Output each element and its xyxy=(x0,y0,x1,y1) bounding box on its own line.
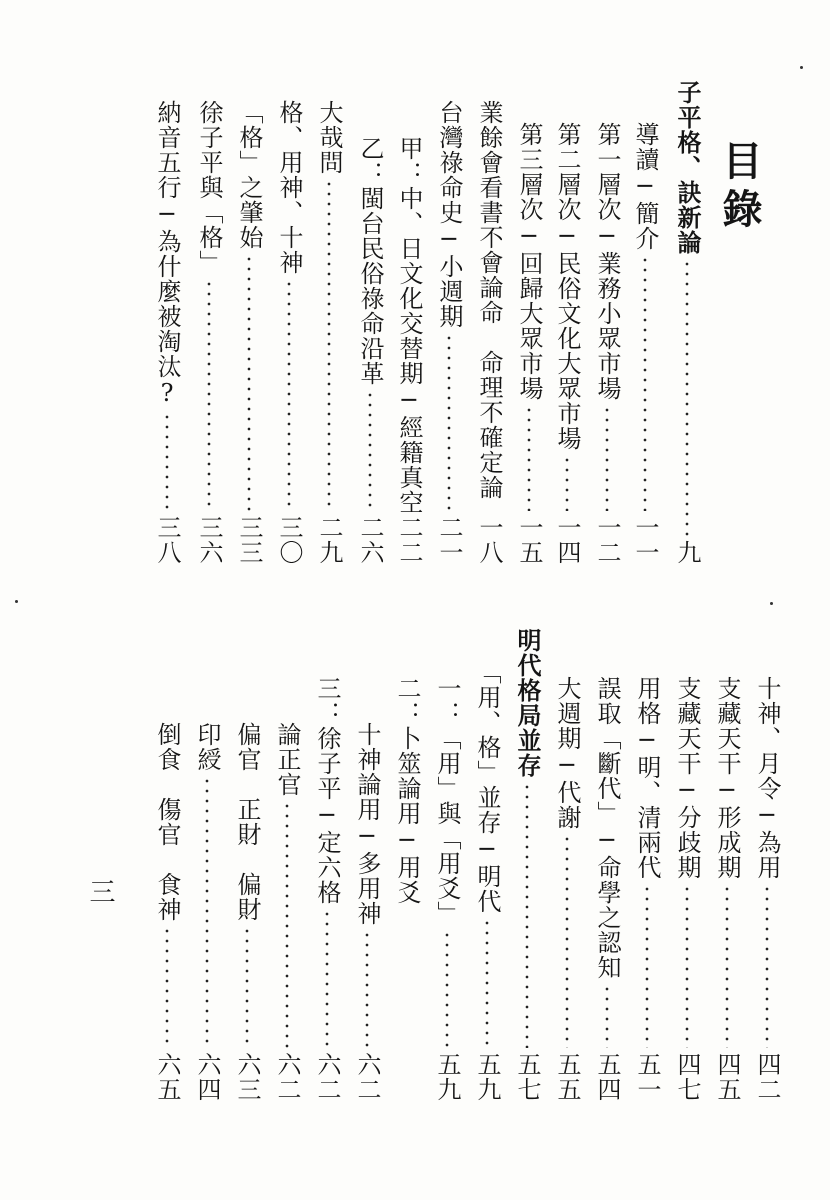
toc-entry[interactable] xyxy=(752,676,782,1102)
entry-page: 四五 xyxy=(713,1052,741,1102)
leader-dots xyxy=(327,179,331,511)
leader-dots xyxy=(207,279,211,511)
leader-dots xyxy=(565,455,569,511)
entry-page: 六四 xyxy=(193,1052,221,1102)
toc-entry[interactable] xyxy=(432,676,462,1102)
leader-dots xyxy=(527,405,531,511)
entry-title: 十神、月令─為用 xyxy=(753,676,781,880)
entry-page: 五四 xyxy=(593,1052,621,1102)
leader-dots xyxy=(447,333,451,511)
leader-dots xyxy=(287,279,291,511)
entry-page: 三〇 xyxy=(275,515,303,565)
toc-entry[interactable] xyxy=(274,100,304,565)
leader-dots xyxy=(685,884,689,1048)
entry-title: 支藏天干─分歧期 xyxy=(673,676,701,880)
entry-page: 一五 xyxy=(515,515,543,565)
scan-speck xyxy=(770,602,773,605)
leader-dots xyxy=(325,909,329,1048)
toc-entry[interactable] xyxy=(152,100,182,565)
entry-page: 六二 xyxy=(353,1052,381,1102)
entry-title: 十神論用─多用神 xyxy=(353,722,381,926)
toc-entry[interactable] xyxy=(192,722,222,1102)
toc-heading: 目錄 xyxy=(716,140,763,236)
entry-page: 二二 xyxy=(395,515,423,565)
entry-title: 用格─明、清兩代 xyxy=(633,676,661,880)
entry-title: 偏官 正財 偏財 xyxy=(233,722,261,922)
toc-entry[interactable] xyxy=(552,676,582,1102)
leader-dots xyxy=(165,926,169,1048)
entry-title: 甲：中、日文化交替期─經籍真空 xyxy=(395,136,423,515)
toc-entry[interactable] xyxy=(352,722,382,1102)
leader-dots xyxy=(205,776,209,1048)
entry-title: 三：徐子平─定六格 xyxy=(313,676,341,905)
scan-speck xyxy=(15,600,18,603)
entry-page: 一四 xyxy=(553,515,581,565)
entry-title: 大週期─代謝 xyxy=(553,676,581,830)
entry-title: 印綬 xyxy=(193,722,221,772)
entry-page: 五一 xyxy=(633,1052,661,1102)
toc-entry[interactable] xyxy=(512,628,542,1102)
entry-title: 倒食 傷官 食神 xyxy=(153,722,181,922)
entry-title: 台灣祿命史─小週期 xyxy=(435,100,463,329)
leader-dots xyxy=(445,930,449,1048)
leader-dots xyxy=(485,918,489,1048)
entry-title: 大哉問 xyxy=(315,100,343,175)
toc-entry[interactable] xyxy=(712,676,742,1102)
entry-page: 九 xyxy=(673,540,701,565)
toc-entry[interactable] xyxy=(152,722,182,1102)
toc-entry[interactable] xyxy=(552,122,582,565)
entry-title: 導讀─簡介 xyxy=(631,122,659,251)
leader-dots xyxy=(165,412,169,511)
entry-title: 明代格局並存 xyxy=(513,628,542,778)
toc-entry[interactable] xyxy=(630,122,660,565)
toc-entry[interactable] xyxy=(592,676,622,1102)
entry-title: 「用、格」並存─明代 xyxy=(473,660,501,914)
entry-page: 六五 xyxy=(153,1052,181,1102)
toc-entry[interactable] xyxy=(272,722,302,1102)
entry-page: 四七 xyxy=(673,1052,701,1102)
leader-dots xyxy=(685,259,689,536)
toc-entry[interactable] xyxy=(632,676,662,1102)
entry-title: 「格」之肇始 xyxy=(235,100,263,250)
entry-title: 第一層次─業務小眾市場 xyxy=(593,122,621,401)
entry-title: 格、用神、十神 xyxy=(275,100,303,275)
leader-dots xyxy=(368,390,372,511)
toc-entry[interactable] xyxy=(392,676,422,946)
leader-dots xyxy=(725,884,729,1048)
leader-dots xyxy=(285,801,289,1048)
entry-title: 業餘會看書不會論命 命理不確定論 xyxy=(475,100,503,500)
toc-entry[interactable] xyxy=(592,122,622,565)
entry-page: 六三 xyxy=(233,1052,261,1102)
leader-dots xyxy=(525,782,529,1048)
toc-entry[interactable] xyxy=(514,122,544,565)
entry-page: 五七 xyxy=(513,1052,541,1102)
entry-title: 一：「用」與「用爻」 xyxy=(433,676,461,926)
entry-page: 五九 xyxy=(433,1052,461,1102)
entry-title: 誤取「斷代」─命學之認知 xyxy=(593,676,621,980)
leader-dots xyxy=(605,984,609,1048)
entry-title: 論正官 xyxy=(273,722,301,797)
entry-title: 第三層次─回歸大眾市場 xyxy=(515,122,543,401)
entry-page: 一二 xyxy=(593,515,621,565)
scan-speck xyxy=(800,66,803,69)
entry-page: 二九 xyxy=(315,515,343,565)
entry-title: 支藏天干─形成期 xyxy=(713,676,741,880)
leader-dots xyxy=(643,255,647,511)
entry-title: 徐子平與「格」 xyxy=(195,100,223,275)
toc-entry[interactable] xyxy=(234,100,264,565)
entry-page: 三八 xyxy=(153,515,181,565)
toc-entry[interactable] xyxy=(672,676,702,1102)
entry-title: 子平格、訣新論 xyxy=(673,80,702,255)
entry-page: 二六 xyxy=(356,515,384,565)
leader-dots xyxy=(645,884,649,1048)
toc-entry[interactable] xyxy=(232,722,262,1102)
entry-page: 五五 xyxy=(553,1052,581,1102)
entry-title: 納音五行─為什麼被淘汰? xyxy=(153,100,181,408)
leader-dots xyxy=(565,834,569,1048)
toc-entry[interactable] xyxy=(194,100,224,565)
entry-page: 四二 xyxy=(753,1052,781,1102)
leader-dots xyxy=(605,405,609,511)
entry-title: 乙：閩台民俗祿命沿革 xyxy=(356,136,384,386)
toc-entry[interactable] xyxy=(355,136,385,565)
entry-page: 二一 xyxy=(435,515,463,565)
entry-page: 一一 xyxy=(631,515,659,565)
entry-page: 五九 xyxy=(473,1052,501,1102)
toc-entry[interactable] xyxy=(434,100,464,565)
leader-dots xyxy=(365,930,369,1048)
page-folio: 三 xyxy=(85,878,115,905)
toc-entry[interactable] xyxy=(394,136,424,565)
leader-dots xyxy=(247,254,251,511)
entry-title: 二：卜筮論用─用爻 xyxy=(393,676,421,905)
entry-page: 一八 xyxy=(475,515,503,565)
entry-title: 第二層次─民俗文化大眾市場 xyxy=(553,122,581,451)
entry-page: 六二 xyxy=(273,1052,301,1102)
toc-entry[interactable] xyxy=(312,676,342,1102)
toc-entry[interactable] xyxy=(474,100,504,565)
leader-dots xyxy=(765,884,769,1048)
toc-entry[interactable] xyxy=(672,80,702,565)
entry-page: 三三 xyxy=(235,515,263,565)
entry-page: 六二 xyxy=(313,1052,341,1102)
toc-entry[interactable] xyxy=(314,100,344,565)
leader-dots xyxy=(245,926,249,1048)
entry-page: 三六 xyxy=(195,515,223,565)
toc-entry[interactable] xyxy=(472,660,502,1102)
